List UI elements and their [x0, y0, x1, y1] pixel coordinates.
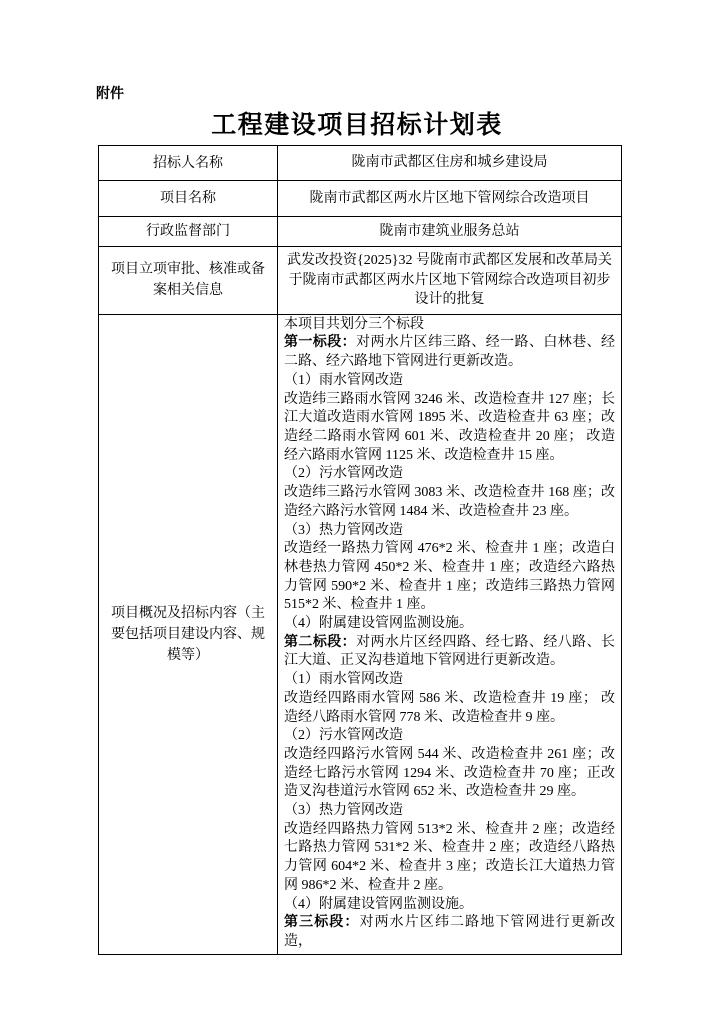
overview-paragraph [284, 914, 615, 951]
overview-paragraph [284, 484, 615, 521]
bid-section-heading: 第三标段： [284, 915, 360, 931]
overview-paragraph [284, 634, 615, 671]
overview-paragraph-text: （4）附属建设管网监测设施。 [284, 616, 473, 632]
overview-paragraph-text: 对两水片区经四路、经七路、经八路、长江大道、正叉沟巷道地下管网进行更新改造。 [284, 634, 616, 669]
overview-paragraph [284, 334, 615, 371]
overview-paragraph [284, 391, 615, 466]
project-overview-content [278, 314, 622, 954]
table-row-approval-info [99, 247, 622, 315]
overview-paragraph-text: （2）污水管网改造 [284, 728, 403, 744]
table-row-bidder-name [99, 146, 622, 181]
project-overview-label: 项目概况及招标内容（主要包括项目建设内容、规模等） [99, 314, 278, 954]
overview-paragraph [284, 802, 615, 821]
overview-paragraph-text: 改造纬三路污水管网 3083 米、改造检查井 168 座；改造经六路污水管网 1484 米、改造检查井 23 座。 [284, 485, 615, 519]
overview-paragraph-text: （4）附属建设管网监测设施。 [284, 896, 473, 912]
overview-paragraph [284, 690, 615, 727]
overview-paragraph [284, 671, 615, 690]
overview-paragraph-text: 对两水片区纬三路、经一路、白林巷、经二路、经六路地下管网进行更新改造。 [284, 335, 616, 370]
supervision-department-value: 陇南市建筑业服务总站 [278, 217, 622, 247]
overview-paragraph-text: 对两水片区纬二路地下管网进行更新改造， [284, 915, 616, 949]
overview-paragraph [284, 821, 615, 896]
overview-paragraph [284, 372, 615, 391]
overview-paragraph [284, 316, 615, 335]
overview-paragraph-text: 改造经四路污水管网 544 米、改造检查井 261 座；改造经七路污水管网 1294 米、改造检查井 70 座；正改造叉沟巷道污水管网 652 米、改造检查井 29 座。 [284, 746, 615, 800]
overview-paragraph-text: （1）雨水管网改造 [284, 672, 403, 688]
table-row-supervision-department [99, 217, 622, 247]
attachment-label: 附件 [96, 87, 124, 102]
approval-info-label: 项目立项审批、核准或备案相关信息 [99, 247, 278, 315]
project-name-value: 陇南市武都区两水片区地下管网综合改造项目 [278, 181, 622, 217]
overview-paragraph-text: 本项目共划分三个标段 [284, 316, 424, 332]
overview-paragraph [284, 727, 615, 746]
page-title: 工程建设项目招标计划表 [211, 112, 503, 139]
bidder-name-value: 陇南市武都区住房和城乡建设局 [278, 146, 622, 181]
table-row-project-overview [99, 314, 622, 954]
supervision-department-label: 行政监督部门 [99, 217, 278, 247]
overview-paragraph-text: 改造经四路雨水管网 586 米、改造检查井 19 座； 改造经八路雨水管网 778 米、改造检查井 9 座。 [284, 690, 615, 725]
approval-info-value: 武发改投资{2025}32 号陇南市武都区发展和改革局关于陇南市武都区两水片区地下管网综合改造项目初步设计的批复 [278, 247, 622, 315]
overview-paragraph [284, 465, 615, 484]
overview-paragraph [284, 522, 615, 541]
overview-paragraph-text: （1）雨水管网改造 [284, 372, 403, 388]
overview-paragraph-text: （3）热力管网改造 [284, 522, 403, 538]
overview-paragraph-text: 改造经四路热力管网 513*2 米、检查井 2 座；改造经七路热力管网 531*2 米、检查井 2 座；改造经八路热力管网 604*2 米、检查井 3 座；改造长江大道热力管网 986*2 米、检查井 2 座。 [284, 821, 615, 893]
overview-paragraph-text: （2）污水管网改造 [284, 466, 403, 482]
overview-paragraph [284, 615, 615, 634]
overview-paragraph-text: 改造纬三路雨水管网 3246 米、改造检查井 127 座；长江大道改造雨水管网 1895 米、改造检查井 63 座；改造经二路雨水管网 601 米、改造检查井 20 座； 改造经六路雨水管网 1125 米、改造检查井 15 座。 [284, 391, 615, 463]
overview-paragraph-text: （3）热力管网改造 [284, 803, 403, 819]
bid-section-heading: 第二标段： [284, 634, 357, 650]
bid-section-heading: 第一标段： [284, 335, 357, 351]
project-name-label: 项目名称 [99, 181, 278, 217]
overview-paragraph [284, 746, 615, 802]
overview-paragraph [284, 540, 615, 615]
bidder-name-label: 招标人名称 [99, 146, 278, 181]
table-row-project-name [99, 181, 622, 217]
tender-plan-table [98, 145, 622, 955]
overview-paragraph [284, 896, 615, 915]
overview-paragraph-text: 改造经一路热力管网 476*2 米、检查井 1 座；改造白林巷热力管网 450*2 米、检查井 1 座；改造经六路热力管网 590*2 米、检查井 1 座；改造纬三路热力管网 515*2 米、检查井 1 座。 [284, 541, 615, 613]
